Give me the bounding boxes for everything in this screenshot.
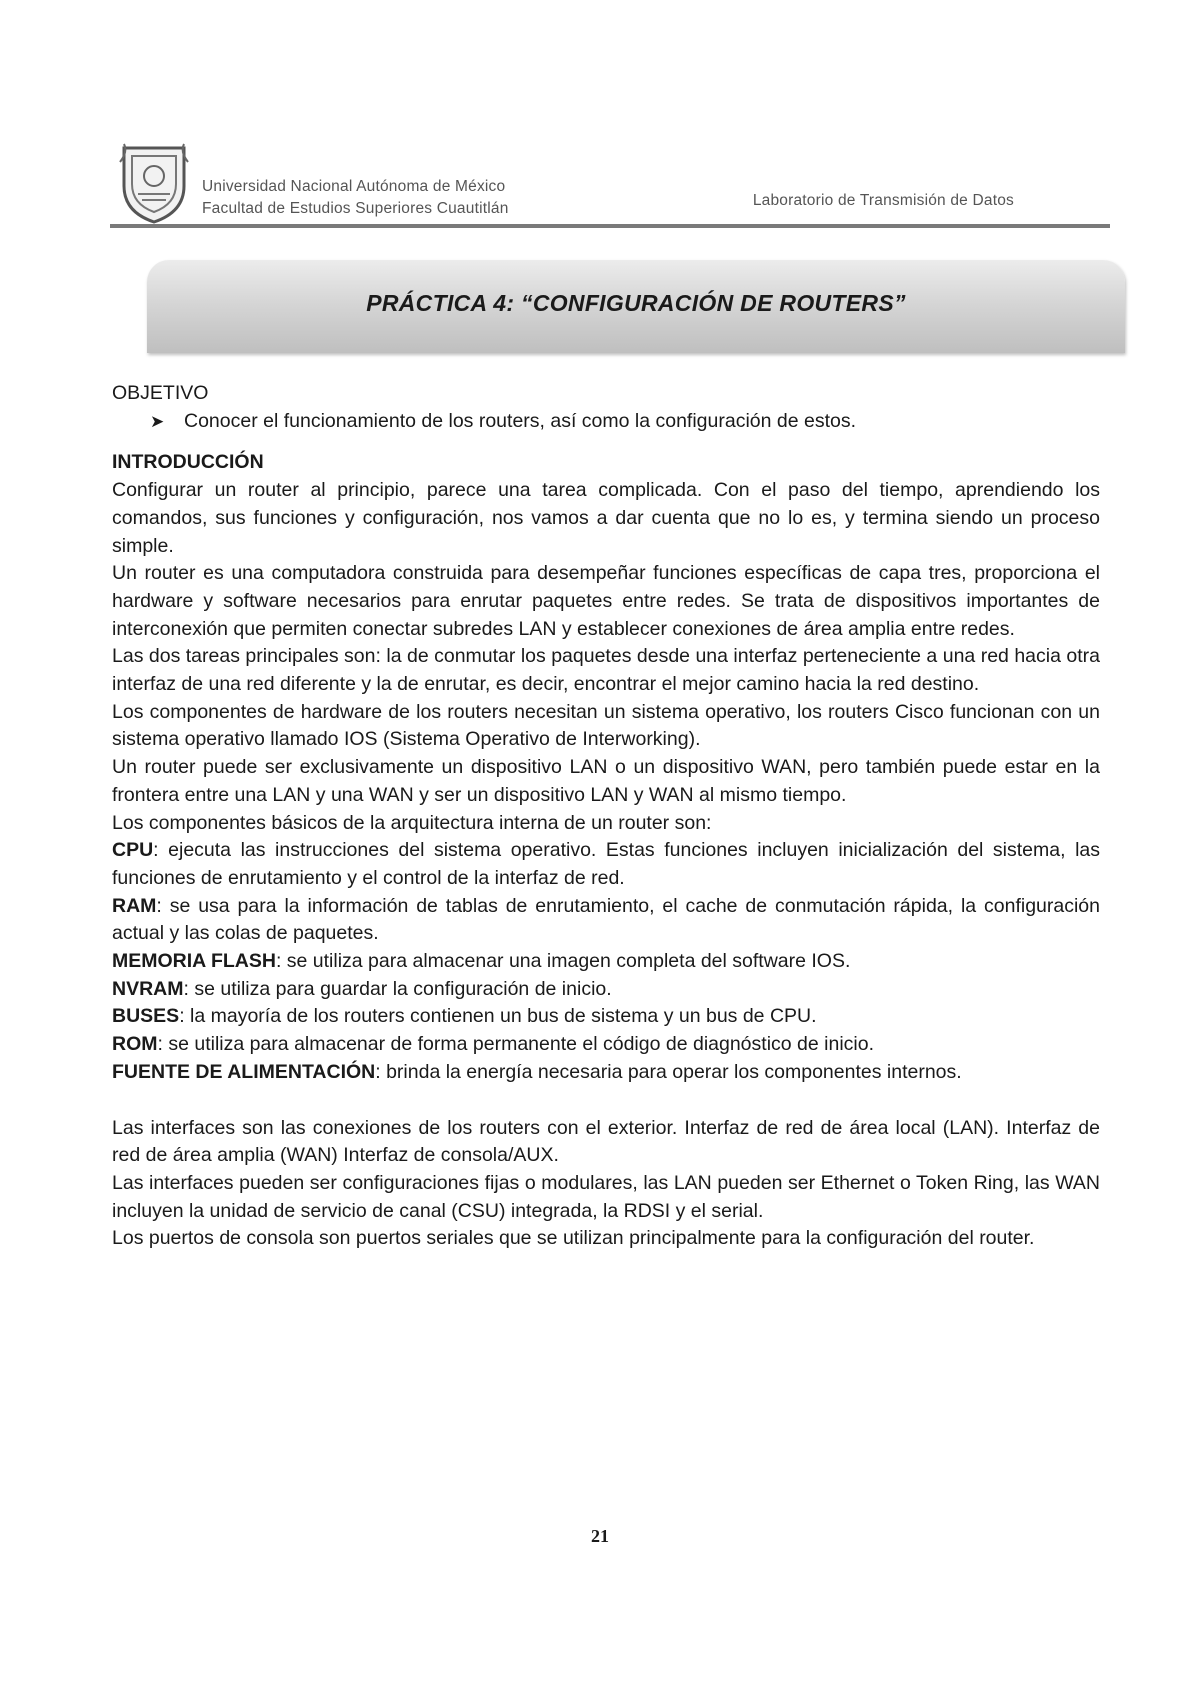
component-desc: : se utiliza para guardar la configuración de inicio. [183, 977, 612, 1000]
component-desc: : se utiliza para almacenar de forma permanente el código de diagnóstico de inicio. [157, 1033, 875, 1056]
component-term: NVRAM [112, 977, 184, 1000]
interfaces-paragraph: Los puertos de consola son puertos seriales que se utilizan principalmente para la configuración del router. [112, 1227, 1035, 1250]
component-term: FUENTE DE ALIMENTACIÓN [112, 1060, 376, 1083]
intro-paragraph: Un router es una computadora construida para desempeñar funciones específicas de capa tres, proporciona el hardware y software necesarios para enrutar paquetes entre redes. Se trata de dispositivos importantes de interconexión que permiten conectar subredes LAN y establecer conexiones de área amplia entre redes. [112, 562, 1100, 640]
component-item [112, 1003, 1100, 1031]
component-term: BUSES [112, 1005, 180, 1028]
component-term: RAM [112, 894, 157, 917]
faculty-name: Facultad de Estudios Superiores Cuautitlán [202, 200, 509, 217]
objective-heading: OBJETIVO [112, 382, 209, 404]
unam-crest-icon [118, 142, 190, 224]
intro-paragraph: Las dos tareas principales son: la de conmutar los paquetes desde una interfaz perteneciente a una red hacia otra interfaz de una red diferente y la de enrutar, es decir, encontrar el mejor camino hacia la red destino. [112, 645, 1100, 696]
intro-paragraph: Los componentes de hardware de los routers necesitan un sistema operativo, los routers Cisco funcionan con un sistema operativo llamado IOS (Sistema Operativo de Interworking). [112, 700, 1100, 751]
component-item [112, 1059, 1100, 1087]
component-item [112, 837, 1100, 892]
practice-title: PRÁCTICA 4: “CONFIGURACIÓN DE ROUTERS” [366, 290, 906, 316]
intro-paragraph: Los componentes básicos de la arquitectura interna de un router son: [112, 811, 712, 834]
component-desc: : se usa para la información de tablas de enrutamiento, el cache de conmutación rápida, la configuración actual y las colas de paquetes. [112, 894, 1100, 945]
page-number: 21 [591, 1526, 609, 1546]
university-name: Universidad Nacional Autónoma de México [202, 178, 506, 195]
objective-item [112, 408, 1100, 436]
intro-paragraph: Un router puede ser exclusivamente un dispositivo LAN o un dispositivo WAN, pero también puede estar en la frontera entre una LAN y una WAN y ser un dispositivo LAN y WAN al mismo tiempo. [112, 756, 1100, 806]
component-desc: : se utiliza para almacenar una imagen completa del software IOS. [275, 950, 851, 973]
component-item [112, 948, 1100, 976]
document-body [112, 380, 1100, 1253]
arrow-bullet-icon: ➤ [150, 411, 165, 431]
component-item [112, 976, 1100, 1004]
title-banner [147, 260, 1125, 353]
interfaces-paragraph: Las interfaces pueden ser configuraciones fijas o modulares, las LAN pueden ser Ethernet o Token Ring, las WAN incluyen la unidad de servicio de canal (CSU) integrada, la RDSI y el serial. [112, 1171, 1100, 1222]
component-term: CPU [112, 839, 154, 862]
page-header [110, 138, 1110, 230]
objective-text: Conocer el funcionamiento de los routers, así como la configuración de estos. [184, 409, 857, 432]
component-term: ROM [112, 1033, 158, 1056]
component-desc: : brinda la energía necesaria para operar los componentes internos. [375, 1060, 962, 1083]
component-desc: : ejecuta las instrucciones del sistema operativo. Estas funciones incluyen inicialización del sistema, las funciones de enrutamiento y el control de la interfaz de red. [112, 839, 1100, 889]
component-item [112, 893, 1100, 948]
interfaces-paragraph: Las interfaces son las conexiones de los routers con el exterior. Interfaz de red de área local (LAN). Interfaz de red de área amplia (WAN) Interfaz de consola/AUX. [112, 1116, 1100, 1167]
component-item [112, 1031, 1100, 1059]
intro-paragraph: Configurar un router al principio, parece una tarea complicada. Con el paso del tiempo, aprendiendo los comandos, sus funciones y configuración, nos vamos a dar cuenta que no lo es, y termina siendo un proceso simple. [112, 479, 1100, 557]
component-desc: : la mayoría de los routers contienen un bus de sistema y un bus de CPU. [179, 1005, 817, 1028]
header-rule [110, 224, 1110, 228]
university-info [202, 176, 509, 220]
component-term: MEMORIA FLASH [112, 950, 276, 973]
intro-heading: INTRODUCCIÓN [112, 451, 264, 474]
lab-name: Laboratorio de Transmisión de Datos [752, 192, 1014, 209]
